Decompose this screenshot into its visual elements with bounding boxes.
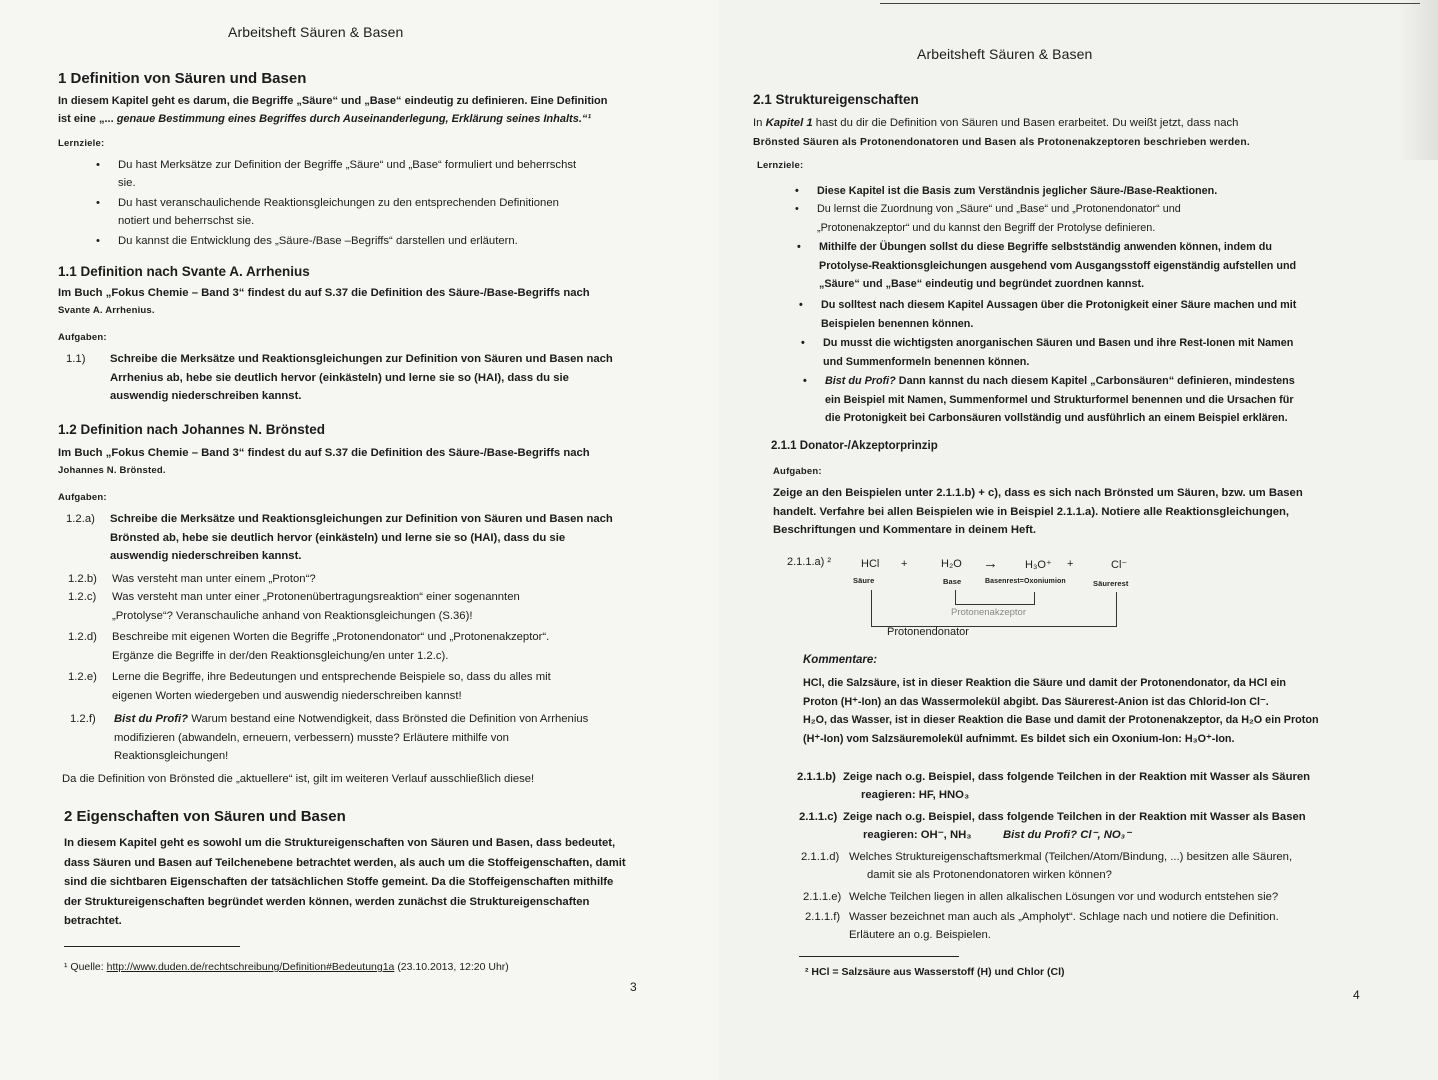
- lernziel-text: Du hast Merksätze zur Definition der Begriffe „Säure“ und „Base“ formuliert und beherrschst: [118, 159, 577, 171]
- reactant-hcl: HCl: [861, 558, 880, 570]
- kommentare-label: Kommentare:: [803, 654, 878, 666]
- task-line: Was versteht man unter einem „Proton“?: [112, 573, 316, 585]
- page-edge-shadow: [1398, 0, 1438, 160]
- s1-intro-quote: genaue Bestimmung eines Begriffes durch Auseinanderlegung, Erklärung seines Inhalts.“¹: [116, 113, 592, 125]
- task-line: „Protolyse“? Veranschauliche anhand von Reaktionsgleichungen (S.36)!: [112, 609, 473, 622]
- lernziel-text: Du kannst die Entwicklung des „Säure-/Base –Begriffs“ darstellen und erläutern.: [118, 235, 518, 247]
- task-number: 2.1.1.e): [803, 891, 842, 903]
- task-line: reagieren: HF, HNO₃: [861, 789, 970, 801]
- profi-task: Bist du Profi? Cl⁻, NO₃⁻: [1003, 829, 1132, 841]
- s12-closing: Da die Definition von Brönsted die „aktuellere“ ist, gilt im weiteren Verlauf ausschließlich diese!: [62, 773, 535, 785]
- footnote-rule: [64, 946, 240, 947]
- footnote-date: (23.10.2013, 12:20 Uhr): [397, 961, 509, 973]
- page-number: 3: [630, 980, 637, 994]
- lernziele-label: Lernziele:: [58, 138, 105, 149]
- lernziel-text: Mithilfe der Übungen sollst du diese Begriffe selbstständig anwenden können, indem du: [819, 241, 1272, 253]
- section-1-1-title: 1.1 Definition nach Svante A. Arrhenius: [58, 264, 310, 279]
- task-line: Brönsted ab, hebe sie deutlich hervor (einkästeln) und lerne sie so (HAI), dass du sie: [110, 531, 566, 544]
- instruction-line: Zeige an den Beispielen unter 2.1.1.b) + c), dass es sich nach Brönsted um Säuren, bzw. um Basen: [773, 487, 1303, 499]
- footnote-rule: [799, 956, 959, 957]
- section-2-1-title: 2.1 Struktureigenschaften: [753, 92, 919, 107]
- product-h3o: H₃O⁺: [1025, 559, 1052, 571]
- task-line-text: Warum bestand eine Notwendigkeit, dass Brönsted die Definition von Arrhenius: [191, 713, 589, 725]
- task-line: Lerne die Begriffe, ihre Bedeutungen und entsprechende Beispiele so, dass du alles mit: [112, 671, 551, 683]
- s211-instructions: [773, 484, 1303, 540]
- page-number: 4: [1353, 988, 1360, 1002]
- task-number: 1.2.e): [68, 671, 97, 683]
- task-line: eigenen Worten wiedergeben und auswendig niederschreiben kannst!: [112, 689, 462, 702]
- lernziel-r4: • Du solltest nach diesem Kapitel Aussagen über die Protonigkeit einer Säure machen und mit Beispielen benennen können.: [821, 296, 1296, 333]
- task-number: 2.1.1.d): [801, 851, 840, 863]
- right-page: [719, 0, 1438, 1080]
- section-1-2-title: 1.2 Definition nach Johannes N. Brönsted: [58, 422, 326, 437]
- reaction-arrow: →: [983, 555, 998, 572]
- s2-line: dass Säuren und Basen auf Teilchenebene betrachtet werden, als auch um die Stoffeigenschaften, damit: [64, 856, 626, 869]
- top-rule: [880, 3, 1420, 4]
- reaction-label: 2.1.1.a) ²: [787, 556, 832, 568]
- task-line: Ergänze die Begriffe in der/den Reaktionsgleichung/en unter 1.2.c).: [112, 649, 449, 662]
- task-number: 2.1.1.b): [797, 771, 836, 783]
- s2-text: [64, 834, 626, 932]
- s21-text-line-1: [753, 114, 1238, 133]
- profi-line: Dann kannst du nach diesem Kapitel „Carbonsäuren“ definieren, mindestens: [898, 375, 1295, 387]
- task-number: 1.1): [66, 353, 86, 365]
- plus-sign: +: [1067, 558, 1074, 570]
- lernziel-text: [825, 372, 1295, 391]
- footnote-prefix: ¹ Quelle:: [64, 961, 104, 973]
- s2-line: der Struktureigenschaften begründet werden können, werden zunächst die Struktureigenschaften: [64, 895, 590, 908]
- s21-in: In: [753, 117, 763, 129]
- lernziel-2-cont: notiert und beherrschst sie.: [118, 215, 255, 227]
- s1-intro-line-2: [58, 110, 591, 129]
- page-header: Arbeitsheft Säuren & Basen: [228, 24, 404, 40]
- footnote-link[interactable]: http://www.duden.de/rechtschreibung/Definition#Bedeutung1a: [106, 961, 395, 973]
- instruction-line: handelt. Verfahre bei allen Beispielen wie in Beispiel 2.1.1.a). Notiere alle Reaktionsgleichungen,: [773, 505, 1290, 518]
- task-line: Schreibe die Merksätze und Reaktionsgleichungen zur Definition von Säuren und Basen nach: [110, 353, 613, 365]
- lernziel-text: „Protonenakzeptor“ und du kannst den Begriff der Protolyse definieren.: [817, 221, 1156, 234]
- lernziel-text: Du solltest nach diesem Kapitel Aussagen über die Protonigkeit einer Säure machen und mit: [821, 299, 1297, 311]
- plus-sign: +: [901, 558, 908, 570]
- task-line: Schreibe die Merksätze und Reaktionsgleichungen zur Definition von Säuren und Basen nach: [110, 513, 613, 525]
- s21-rest: hast du dir die Definition von Säuren und Basen erarbeitet. Du weißt jetzt, dass nach: [815, 117, 1239, 129]
- aufgaben-label: Aufgaben:: [773, 466, 822, 477]
- task-text: [112, 628, 549, 665]
- donator-bracket-left: [871, 590, 872, 626]
- lernziel-1: • Du hast Merksätze zur Definition der Begriffe „Säure“ und „Base“ formuliert und beherrschst: [96, 159, 577, 171]
- task-line: Reaktionsgleichungen!: [114, 750, 229, 762]
- s12-text-line-2: Johannes N. Brönsted.: [58, 465, 166, 476]
- task-number: 1.2.b): [68, 573, 97, 585]
- task-line: Was versteht man unter einer „Protonenübertragungsreaktion“ einer sogenannten: [112, 591, 520, 603]
- akzeptor-bracket-bottom: [955, 604, 1035, 605]
- footnote: [64, 961, 509, 973]
- task-line: Zeige nach o.g. Beispiel, dass folgende Teilchen in der Reaktion mit Wasser als Säuren: [843, 771, 1311, 783]
- kommentar-line: (H⁺-Ion) vom Salzsäuremolekül aufnimmt. Es bildet sich ein Oxonium-Ion: H₃O⁺-Ion.: [803, 732, 1235, 745]
- section-2-title: 2 Eigenschaften von Säuren und Basen: [64, 808, 346, 825]
- task-line: modifizieren (abwandeln, erneuern, verbessern) musste? Erläutere mithilfe von: [114, 731, 509, 744]
- task-number: 2.1.1.f): [805, 911, 841, 923]
- lernziel-text: und Summenformeln benennen können.: [823, 355, 1030, 368]
- task-line: Wasser bezeichnet man auch als „Ampholyt“. Schlage nach und notiere die Definition.: [849, 911, 1279, 923]
- task-number: 1.2.f): [70, 713, 96, 725]
- kommentar-line: Proton (H⁺-Ion) an das Wassermolekül abgibt. Das Säurerest-Anion ist das Chlorid-Ion Cl⁻.: [803, 695, 1269, 708]
- label-base: Base: [943, 577, 962, 586]
- task-number: 1.2.c): [68, 591, 97, 603]
- task-line: Zeige nach o.g. Beispiel, dass folgende Teilchen in der Reaktion mit Wasser als Basen: [843, 811, 1306, 823]
- akzeptor-bracket-right: [1034, 592, 1035, 604]
- lernziel-text: Du lernst die Zuordnung von „Säure“ und „Base“ und „Protonendonator“ und: [817, 203, 1181, 215]
- task-line: reagieren: OH⁻, NH₃: [863, 829, 972, 841]
- task-line: [114, 710, 588, 729]
- aufgaben-12-label: Aufgaben:: [58, 492, 107, 503]
- lernziel-r6: • Bist du Profi? Dann kannst du nach diesem Kapitel „Carbonsäuren“ definieren, mindestens ein Beispiel mit Namen, Summenformel und Strukturformel benennen und die Ursachen für die Protonigkeit bei Carbonsäuren vollständig und ausführlich an einem Beispiel erklären.: [825, 372, 1295, 428]
- label-donator: Protonendonator: [887, 626, 969, 638]
- s12-text-line-1: Im Buch „Fokus Chemie – Band 3“ findest du auf S.37 die Definition des Säure-/Base-Begriffs nach: [58, 447, 590, 459]
- task-text: [114, 710, 588, 766]
- kommentar-line: H₂O, das Wasser, ist in dieser Reaktion die Base und damit der Protonenakzeptor, da H₂O ein Proton: [803, 714, 1319, 726]
- task-number: 1.2.a): [66, 513, 95, 525]
- section-1-title: 1 Definition von Säuren und Basen: [58, 70, 307, 87]
- task-line: auswendig niederschreiben kannst.: [110, 550, 302, 562]
- page-header: Arbeitsheft Säuren & Basen: [917, 46, 1093, 62]
- task-line: Welches Struktureigenschaftsmerkmal (Teilchen/Atom/Bindung, ...) besitzen alle Säuren,: [849, 851, 1293, 863]
- s1-intro-line-1: In diesem Kapitel geht es darum, die Begriffe „Säure“ und „Base“ eindeutig zu definieren. Eine Definition: [58, 95, 608, 107]
- product-cl: Cl⁻: [1111, 559, 1128, 571]
- akzeptor-bracket-left: [955, 590, 956, 604]
- section-2-1-1-title: 2.1.1 Donator-/Akzeptorprinzip: [771, 440, 938, 452]
- lernziel-2: • Du hast veranschaulichende Reaktionsgleichungen zu den entsprechenden Definitionen: [96, 197, 559, 209]
- task-text: [110, 510, 613, 566]
- label-basenrest: Basenrest=Oxoniumion: [985, 578, 1066, 585]
- footnote: ² HCl = Salzsäure aus Wasserstoff (H) und Chlor (Cl): [805, 966, 1065, 978]
- s2-line: betrachtet.: [64, 915, 122, 927]
- lernziel-text: Protolyse-Reaktionsgleichungen ausgehend vom Ausgangsstoff eigenständig aufstellen und: [819, 259, 1297, 272]
- lernziel-r3: • Mithilfe der Übungen sollst du diese Begriffe selbstständig anwenden können, indem du Protolyse-Reaktionsgleichungen ausgehend vom Ausgangsstoff eigenständig aufstellen und „Säure“ und „Base“ eindeutig und begründet zuordnen kannst.: [819, 238, 1296, 294]
- profi-line: die Protonigkeit bei Carbonsäuren vollständig und ausführlich an einem Beispiel erklären.: [825, 412, 1288, 424]
- task-text: [112, 668, 551, 705]
- profi-label: Bist du Profi?: [114, 713, 189, 725]
- profi-line: ein Beispiel mit Namen, Summenformel und Strukturformel benennen und die Ursachen für: [825, 393, 1294, 406]
- profi-label: Bist du Profi?: [825, 375, 896, 387]
- lernziel-r5: • Du musst die wichtigsten anorganischen Säuren und Basen und ihre Rest-Ionen mit Namen und Summenformeln benennen können.: [823, 334, 1293, 371]
- s2-line: sind die sichtbaren Eigenschaften der tatsächlichen Stoffe gemeint. Da die Stoffeigenschaften mithilfe: [64, 876, 614, 888]
- s11-text-line-2: Svante A. Arrhenius.: [58, 305, 155, 316]
- lernziel-r1: • Diese Kapitel ist die Basis zum Verständnis jeglicher Säure-/Base-Reaktionen.: [817, 182, 1217, 201]
- task-text: [112, 588, 520, 625]
- lernziel-text: „Säure“ und „Base“ eindeutig und begründet zuordnen kannst.: [819, 278, 1145, 290]
- task-number: 1.2.d): [68, 631, 97, 643]
- lernziel-text: Du musst die wichtigsten anorganischen Säuren und Basen und ihre Rest-Ionen mit Namen: [823, 337, 1294, 349]
- s21-text-line-2: Brönsted Säuren als Protonendonatoren und Basen als Protonenakzeptoren beschrieben werden.: [753, 137, 1250, 148]
- lernziel-text: Diese Kapitel ist die Basis zum Verständnis jeglicher Säure-/Base-Reaktionen.: [817, 185, 1218, 197]
- reactant-h2o: H₂O: [941, 558, 962, 570]
- lernziel-text: Du hast veranschaulichende Reaktionsgleichungen zu den entsprechenden Definitionen: [118, 197, 559, 209]
- instruction-line: Beschriftungen und Kommentare in deinem Heft.: [773, 524, 1036, 536]
- lernziel-1-cont: sie.: [118, 177, 136, 189]
- lernziel-text: Beispielen benennen können.: [821, 317, 974, 330]
- kommentar-line: HCl, die Salzsäure, ist in dieser Reaktion die Säure und damit der Protonendonator, da HCl ein: [803, 677, 1286, 689]
- s2-line: In diesem Kapitel geht es sowohl um die Struktureigenschaften von Säuren und Basen, dass bedeutet,: [64, 837, 616, 849]
- lernziel-r2: • Du lernst die Zuordnung von „Säure“ und „Base“ und „Protonendonator“ und „Protonenakzeptor“ und du kannst den Begriff der Protolyse definieren.: [817, 200, 1181, 237]
- task-line: damit sie als Protonendonatoren wirken können?: [867, 869, 1112, 881]
- task-line: Welche Teilchen liegen in allen alkalischen Lösungen vor und wodurch entstehen sie?: [849, 891, 1279, 903]
- donator-bracket-right: [1116, 592, 1117, 626]
- label-saeurerest: Säurerest: [1093, 579, 1129, 588]
- task-number: 2.1.1.c): [799, 811, 838, 823]
- s11-text-line-1: Im Buch „Fokus Chemie – Band 3“ findest du auf S.37 die Definition des Säure-/Base-Begriffs nach: [58, 287, 590, 299]
- label-saeure: Säure: [853, 576, 875, 585]
- lernziele-label: Lernziele:: [757, 160, 804, 171]
- label-akzeptor: Protonenakzeptor: [951, 607, 1026, 618]
- task-line: Beschreibe mit eigenen Worten die Begriffe „Protonendonator“ und „Protonenakzeptor“.: [112, 631, 550, 643]
- task-text: [110, 350, 613, 406]
- kommentare-text: [803, 674, 1319, 748]
- aufgaben-label: Aufgaben:: [58, 332, 107, 343]
- s1-intro-prefix: ist eine „...: [58, 113, 114, 125]
- task-line: Erläutere an o.g. Beispielen.: [849, 929, 991, 941]
- task-line: Arrhenius ab, hebe sie deutlich hervor (einkästeln) und lerne sie so (HAI), dass du sie: [110, 371, 569, 384]
- s21-kapitel: Kapitel 1: [765, 117, 813, 129]
- task-line: auswendig niederschreiben kannst.: [110, 390, 302, 402]
- lernziel-3: • Du kannst die Entwicklung des „Säure-/Base –Begriffs“ darstellen und erläutern.: [96, 235, 518, 247]
